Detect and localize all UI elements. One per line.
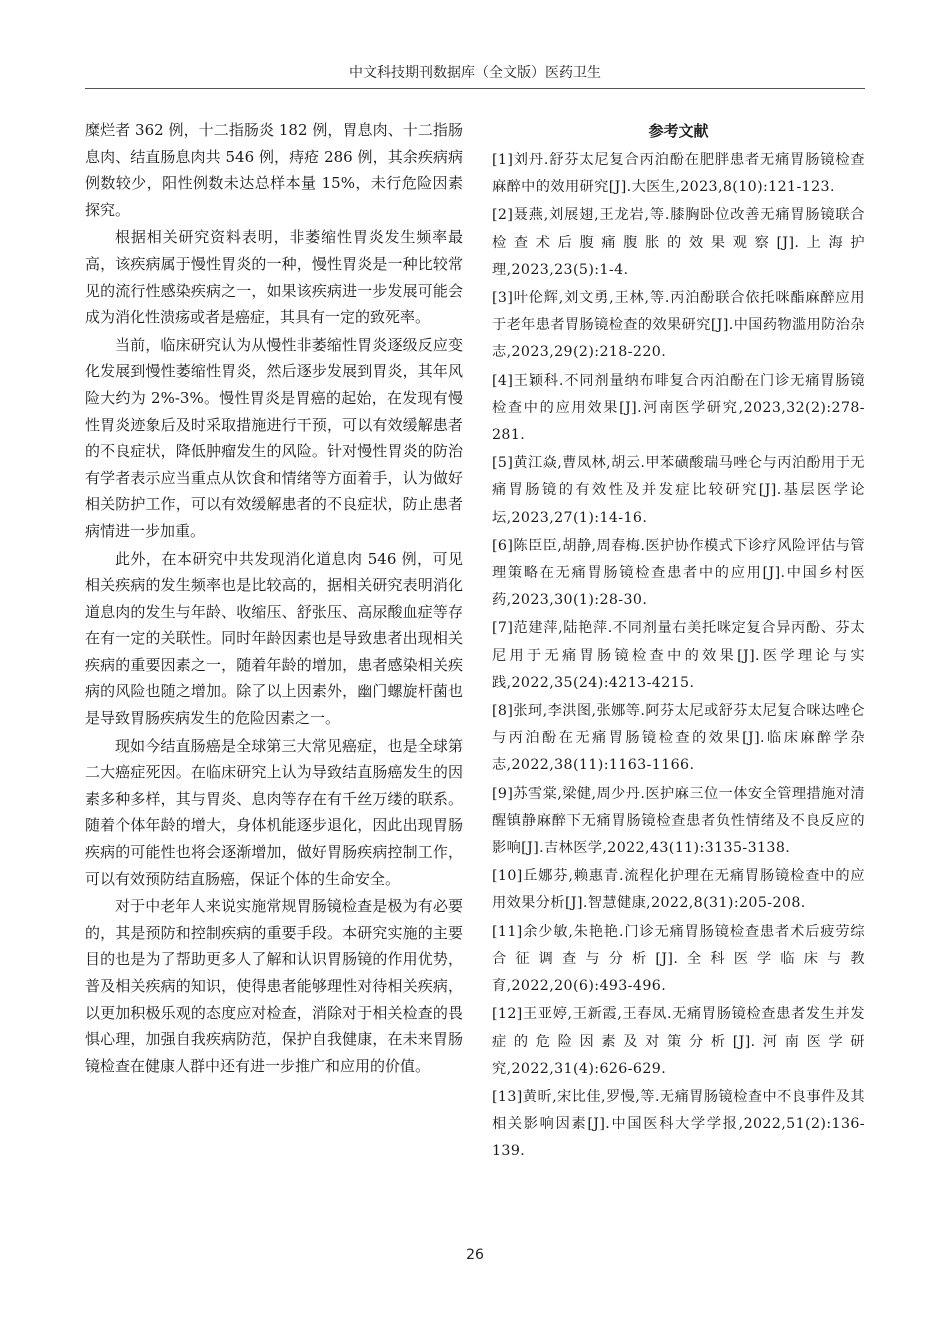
page-number: 26 (466, 1247, 484, 1263)
body-paragraph: 糜烂者 362 例，十二指肠炎 182 例，胃息肉、十二指肠息肉、结直肠息肉共 546 例，痔疮 286 例，其余疾病病例数较少，阳性例数未达总样本量 15%，未行危险因素探究。 (85, 121, 463, 219)
references-title: 参考文献 (648, 122, 709, 140)
reference-item: [5]黄江焱,曹凤林,胡云.甲苯磺酸瑞马唑仑与丙泊酚用于无痛胃肠镜的有效性及并发症比较研究[J].基层医学论坛,2023,27(1):14-16. (492, 455, 865, 526)
header-rule (85, 88, 865, 89)
reference-item: [12]王亚婷,王新霞,王春凤.无痛胃肠镜检查患者发生并发症的危险因素及对策分析[J].河南医学研究,2022,31(4):626-629. (492, 1006, 865, 1077)
reference-item: [8]张珂,李洪图,张娜等.阿芬太尼或舒芬太尼复合咪达唑仑与丙泊酚在无痛胃肠镜检查的效果[J].临床麻醉学杂志,2022,38(11):1163-1166. (492, 703, 865, 774)
body-paragraph: 根据相关研究资料表明，非萎缩性胃炎发生频率最高，该疾病属于慢性胃炎的一种，慢性胃炎是一种比较常见的流行性感染疾病之一，如果该疾病进一步发展可能会成为消化性溃疡或者是癌症，其具有一定的致死率。 (85, 228, 463, 327)
body-paragraph: 此外，在本研究中共发现消化道息肉 546 例，可见相关疾病的发生频率也是比较高的，据相关研究表明消化道息肉的发生与年龄、收缩压、舒张压、高尿酸血症等存在有一定的关联性。同时年龄因素也是导致患者出现相关疾病的重要因素之一，随着年龄的增加，患者感染相关疾病的风险也随之增加。除了以上因素外，幽门螺旋杆菌也是导致胃肠疾病发生的危险因素之一。 (85, 549, 463, 728)
body-paragraph: 现如今结直肠癌是全球第三大常见癌症，也是全球第二大癌症死因。在临床研究上认为导致结直肠癌发生的因素多种多样，其与胃炎、息肉等存在有千丝万缕的联系。随着个体年龄的增大，身体机能逐步退化，因此出现胃肠疾病的可能性也将会逐渐增加，做好胃肠疾病控制工作，可以有效预防结直肠癌，保证个体的生命安全。 (85, 736, 463, 888)
references-column (492, 117, 865, 1167)
reference-item: [6]陈臣臣,胡静,周春梅.医护协作模式下诊疗风险评估与管理策略在无痛胃肠镜检查患者中的应用[J].中国乡村医药,2023,30(1):28-30. (492, 537, 865, 609)
reference-item: [7]范建萍,陆艳萍.不同剂量右美托咪定复合异丙酚、芬太尼用于无痛胃肠镜检查中的效果[J].医学理论与实践,2022,35(24):4213-4215. (492, 620, 865, 691)
reference-item: [4]王颖科.不同剂量纳布啡复合丙泊酚在门诊无痛胃肠镜检查中的应用效果[J].河南医学研究,2023,32(2):278-281. (492, 372, 865, 444)
reference-item: [1]刘丹.舒芬太尼复合丙泊酚在肥胖患者无痛胃肠镜检查麻醉中的效用研究[J].大医生,2023,8(10):121-123. (492, 152, 865, 196)
reference-item: [2]聂燕,刘展翅,王龙岩,等.膝胸卧位改善无痛胃肠镜联合检查术后腹痛腹胀的效果观察[J].上海护理,2023,23(5):1-4. (492, 207, 865, 278)
main-text-column (85, 117, 463, 1080)
body-paragraph: 对于中老年人来说实施常规胃肠镜检查是极为有必要的，其是预防和控制疾病的重要手段。本研究实施的主要目的也是为了帮助更多人了解和认识胃肠镜的作用优势，普及相关疾病的知识，使得患者能够理性对待相关疾病，以更加积极乐观的态度应对检查，消除对于相关检查的畏惧心理，加强自我疾病防范，保护自我健康，在未来胃肠镜检查在健康人群中还有进一步推广和应用的价值。 (85, 897, 463, 1075)
reference-item: [13]黄昕,宋比佳,罗慢,等.无痛胃肠镜检查中不良事件及其相关影响因素[J].中国医科大学学报,2022,51(2):136-139. (492, 1088, 865, 1160)
reference-item: [10]丘娜芬,赖惠青.流程化护理在无痛胃肠镜检查中的应用效果分析[J].智慧健康,2022,8(31):205-208. (492, 868, 865, 912)
running-header: 中文科技期刊数据库（全文版）医药卫生 (349, 65, 601, 81)
reference-item: [3]叶伦辉,刘文勇,王林,等.丙泊酚联合依托咪酯麻醉应用于老年患者胃肠镜检查的效果研究[J].中国药物滥用防治杂志,2023,29(2):218-220. (492, 290, 865, 361)
reference-item: [9]苏雪棠,梁健,周少丹.医护麻三位一体安全管理措施对清醒镇静麻醉下无痛胃肠镜检查患者负性情绪及不良反应的影响[J].吉林医学,2022,43(11):3135-3138. (492, 785, 865, 857)
body-paragraph: 当前，临床研究认为从慢性非萎缩性胃炎逐级反应变化发展到慢性萎缩性胃炎，然后逐步发展到胃炎，其年风险大约为 2%-3%。慢性胃炎是胃癌的起始，在发现有慢性胃炎迹象后及时采取措施进行干预，可以有效缓解患者的不良症状，降低肿瘤发生的风险。针对慢性胃炎的防治有学者表示应当重点从饮食和情绪等方面着手，认为做好相关防护工作，可以有效缓解患者的不良症状，防止患者病情进一步加重。 (85, 335, 463, 540)
reference-item: [11]余少敏,朱艳艳.门诊无痛胃肠镜检查患者术后疲劳综合征调查与分析[J].全科医学临床与教育,2022,20(6):493-496. (492, 923, 865, 995)
